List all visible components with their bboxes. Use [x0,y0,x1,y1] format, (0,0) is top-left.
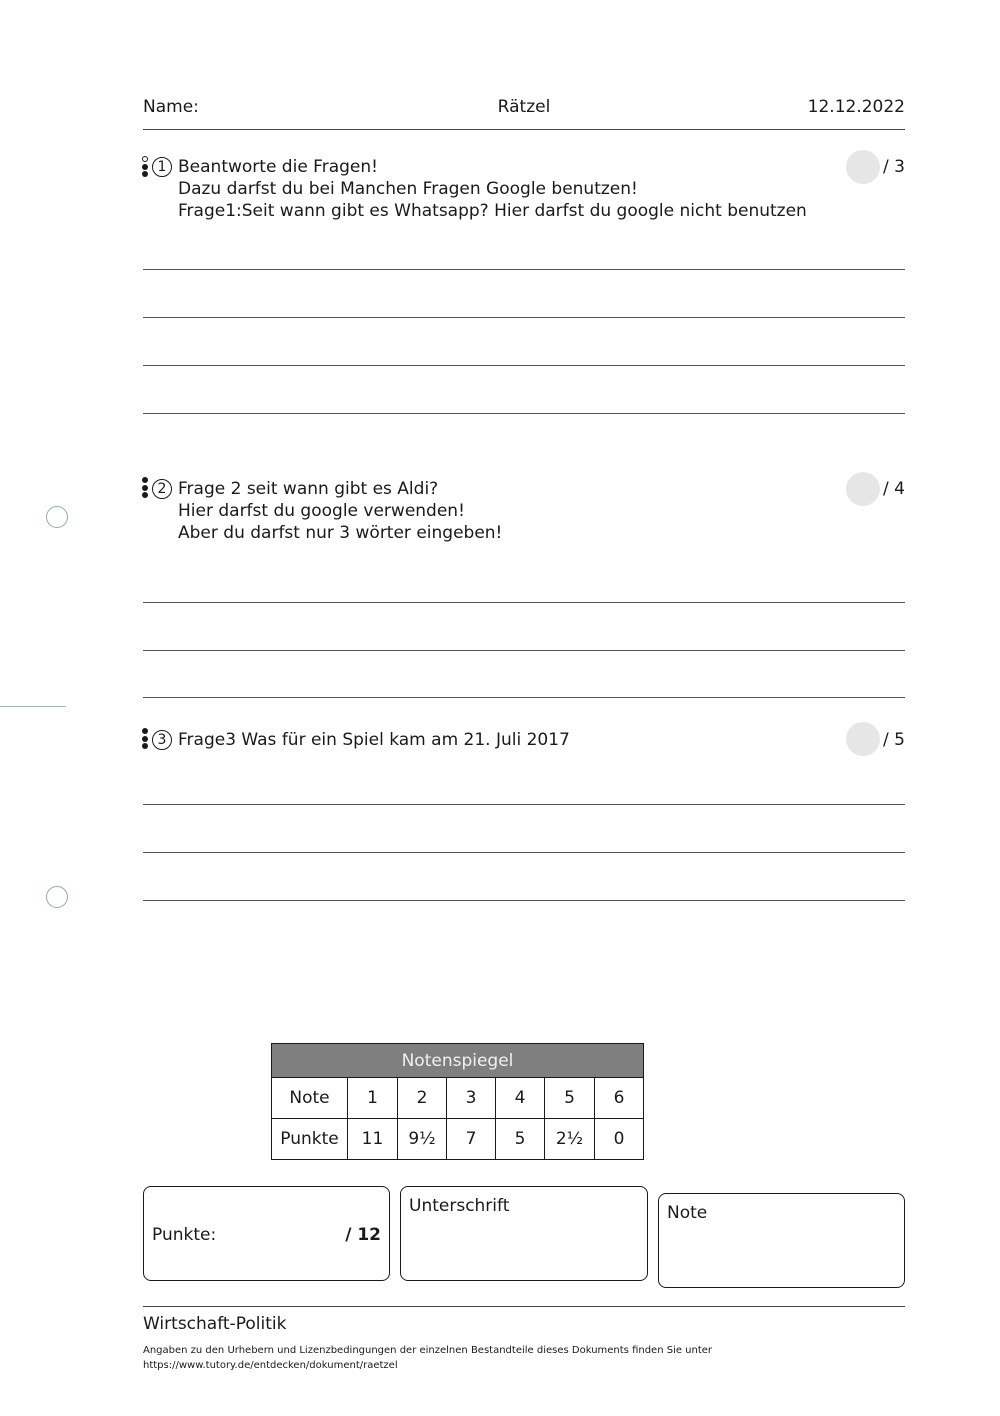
worksheet-title: Rätzel [497,97,551,117]
task-number-badge: 1 [152,157,172,177]
grading-table-title: Notenspiegel [272,1044,644,1078]
difficulty-icon [142,477,149,500]
points-total: / 12 [345,1225,381,1245]
task-line: Frage 2 seit wann gibt es Aldi? [178,479,439,499]
answer-line[interactable] [143,413,905,414]
task-line: Beantworte die Fragen! [178,157,378,177]
answer-line[interactable] [143,804,905,805]
answer-line[interactable] [143,269,905,270]
table-cell: 9½ [398,1119,447,1160]
table-cell: 7 [447,1119,496,1160]
license-text: Angaben zu den Urhebern und Lizenzbedingungen der einzelnen Bestandteile dieses Dokuments finden Sie unter [143,1345,713,1356]
name-label: Name: [143,97,199,117]
fold-mark [0,706,66,707]
punch-hole-bottom [46,886,68,908]
table-row [272,1078,644,1119]
difficulty-icon [142,156,149,179]
footer-divider [143,1306,905,1307]
task-line: Aber du darfst nur 3 wörter eingeben! [178,523,503,543]
grading-table [271,1043,644,1160]
table-row [272,1119,644,1160]
task-points: / 3 [883,157,905,177]
answer-line[interactable] [143,602,905,603]
answer-line[interactable] [143,900,905,901]
answer-line[interactable] [143,697,905,698]
table-cell: 0 [595,1119,644,1160]
grade-box[interactable] [658,1193,905,1288]
grade-label: Note [667,1203,708,1223]
points-box[interactable] [143,1186,390,1281]
task-line: Dazu darfst du bei Manchen Fragen Google benutzen! [178,179,638,199]
table-cell: 2½ [545,1119,595,1160]
signature-label: Unterschrift [409,1196,510,1216]
table-cell: 1 [348,1078,398,1119]
score-field[interactable] [846,472,880,506]
answer-line[interactable] [143,852,905,853]
table-cell: 11 [348,1119,398,1160]
task-text [178,478,502,544]
task-line: Hier darfst du google verwenden! [178,501,465,521]
license-url[interactable]: https://www.tutory.de/entdecken/dokument/raetzel [143,1360,398,1371]
difficulty-icon [142,728,149,751]
task-text [178,156,807,222]
task-line: Frage1:Seit wann gibt es Whatsapp? Hier darfst du google nicht benutzen [178,201,807,221]
license-notice [143,1343,712,1373]
task-number-badge: 2 [152,479,172,499]
subject-label: Wirtschaft-Politik [143,1314,287,1334]
table-cell: 5 [496,1119,545,1160]
task-number-badge: 3 [152,730,172,750]
worksheet-date: 12.12.2022 [807,97,905,117]
table-cell: 5 [545,1078,595,1119]
table-cell: 6 [595,1078,644,1119]
punch-hole-top [46,506,68,528]
score-field[interactable] [846,150,880,184]
answer-line[interactable] [143,650,905,651]
table-cell: 2 [398,1078,447,1119]
score-field[interactable] [846,722,880,756]
answer-line[interactable] [143,365,905,366]
task-text [178,729,570,751]
table-cell: 4 [496,1078,545,1119]
task-points: / 4 [883,479,905,499]
header-divider [143,129,905,130]
signature-box[interactable] [400,1186,648,1281]
table-cell: Note [272,1078,348,1119]
task-points: / 5 [883,730,905,750]
points-label: Punkte: [152,1225,217,1245]
task-line: Frage3 Was für ein Spiel kam am 21. Juli 2017 [178,730,570,750]
table-cell: Punkte [272,1119,348,1160]
answer-line[interactable] [143,317,905,318]
table-cell: 3 [447,1078,496,1119]
